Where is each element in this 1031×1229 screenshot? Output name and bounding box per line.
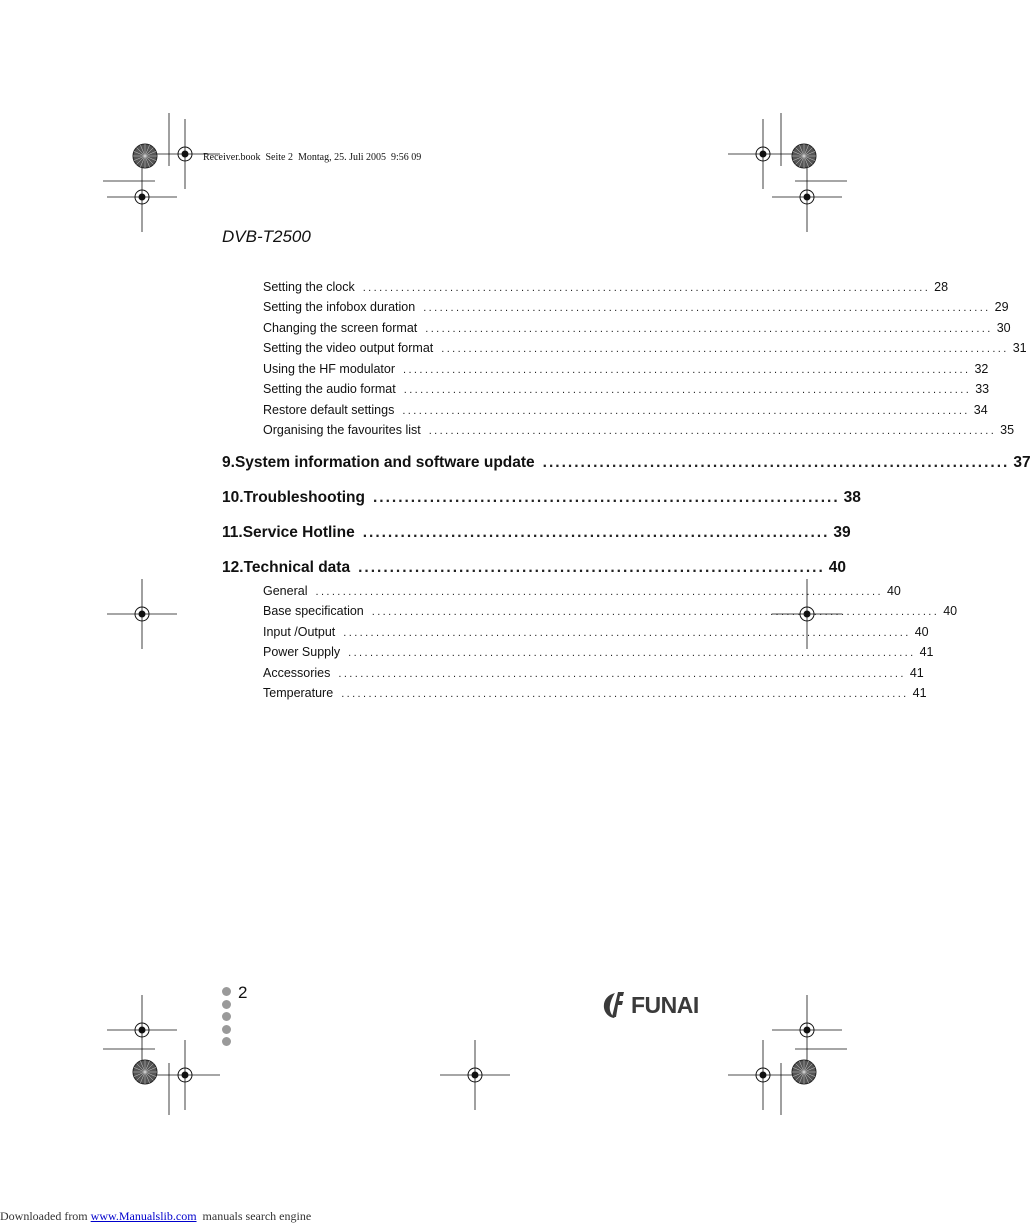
toc-chapter-number: 10. bbox=[222, 489, 244, 506]
model-heading: DVB-T2500 bbox=[222, 227, 311, 246]
toc-entry[interactable] bbox=[263, 625, 929, 645]
toc-entry-page: 30 bbox=[996, 321, 1011, 335]
download-footer bbox=[0, 1209, 311, 1224]
toc-entry[interactable] bbox=[263, 604, 958, 624]
toc-entry-title: General bbox=[263, 584, 308, 598]
toc-leader-dots: ........................................................................................................ bbox=[338, 668, 906, 680]
toc-chapter-number: 11. bbox=[222, 524, 243, 541]
toc-leader-dots: .......................................................................... bbox=[542, 454, 1010, 471]
toc-entry[interactable] bbox=[263, 403, 988, 423]
toc-entry-title: Organising the favourites list bbox=[263, 423, 421, 437]
logo-text: FUNAI bbox=[631, 991, 699, 1018]
page-bullet-column bbox=[222, 987, 231, 1050]
toc-leader-dots: ........................................................................................................ bbox=[402, 405, 970, 417]
toc-entry[interactable] bbox=[263, 341, 1027, 361]
print-slug-line: Receiver.book Seite 2 Montag, 25. Juli 2005 9:56 09 bbox=[203, 152, 422, 163]
toc-chapter-page: 40 bbox=[828, 559, 847, 576]
footer-suffix: manuals search engine bbox=[196, 1209, 312, 1223]
toc-entry-title: Setting the audio format bbox=[263, 382, 396, 396]
toc-entry-title: Setting the video output format bbox=[263, 341, 434, 355]
toc-entry-page: 31 bbox=[1012, 341, 1027, 355]
toc-entry-page: 41 bbox=[909, 666, 924, 680]
toc-leader-dots: ........................................................................................................ bbox=[428, 425, 997, 437]
toc-chapter-page: 37 bbox=[1013, 454, 1031, 471]
funai-logo bbox=[601, 990, 699, 1020]
toc-entry-page: 40 bbox=[914, 625, 929, 639]
toc-entry[interactable] bbox=[263, 362, 989, 382]
toc-chapter[interactable] bbox=[222, 559, 847, 583]
toc-entry-title: Accessories bbox=[263, 666, 331, 680]
toc-leader-dots: ........................................................................................................ bbox=[343, 627, 911, 639]
toc-entry-page: 34 bbox=[973, 403, 988, 417]
toc-chapter-page: 38 bbox=[843, 489, 861, 506]
toc-leader-dots: ........................................................................................................ bbox=[371, 606, 940, 618]
toc-entry-page: 40 bbox=[886, 584, 901, 598]
funai-logo-icon bbox=[601, 990, 629, 1020]
toc-entry-title: Setting the infobox duration bbox=[263, 300, 416, 314]
toc-chapter-page: 39 bbox=[833, 524, 851, 541]
toc-entry-title: Changing the screen format bbox=[263, 321, 418, 335]
toc-entry[interactable] bbox=[263, 686, 927, 706]
footer-prefix: Downloaded from bbox=[0, 1209, 91, 1223]
toc-entry-title: Input /Output bbox=[263, 625, 336, 639]
toc-chapter-title: Technical data bbox=[243, 559, 351, 576]
toc-entry[interactable] bbox=[263, 584, 901, 604]
toc-entry[interactable] bbox=[263, 666, 924, 686]
bullet-dot bbox=[222, 987, 231, 996]
toc-entry-page: 40 bbox=[943, 604, 958, 618]
toc-entry-page: 33 bbox=[975, 382, 990, 396]
toc-leader-dots: .......................................................................... bbox=[372, 489, 840, 506]
toc-leader-dots: .......................................................................... bbox=[362, 524, 830, 541]
toc-leader-dots: ........................................................................................................ bbox=[423, 302, 991, 314]
toc-chapter[interactable] bbox=[222, 524, 851, 548]
page-number: 2 bbox=[238, 983, 248, 1002]
toc-entry-title: Base specification bbox=[263, 604, 364, 618]
bullet-dot bbox=[222, 1012, 231, 1021]
toc-entry[interactable] bbox=[263, 280, 949, 300]
toc-entry-title: Setting the clock bbox=[263, 280, 355, 294]
toc-entry[interactable] bbox=[263, 423, 1015, 443]
toc-leader-dots: ........................................................................................................ bbox=[362, 282, 931, 294]
toc-entry[interactable] bbox=[263, 321, 1011, 341]
toc-entry-title: Power Supply bbox=[263, 645, 341, 659]
toc-entry-title: Temperature bbox=[263, 686, 334, 700]
toc-entry-page: 32 bbox=[974, 362, 989, 376]
toc-chapter-title: Service Hotline bbox=[242, 524, 355, 541]
toc-leader-dots: ........................................................................................................ bbox=[403, 384, 972, 396]
toc-entry-title: Restore default settings bbox=[263, 403, 395, 417]
toc-leader-dots: ........................................................................................................ bbox=[403, 364, 971, 376]
toc-leader-dots: ........................................................................................................ bbox=[315, 586, 883, 598]
toc-chapter-number: 12. bbox=[222, 559, 244, 576]
toc-chapter[interactable] bbox=[222, 454, 1031, 478]
toc-entry-page: 41 bbox=[912, 686, 927, 700]
manualslib-link[interactable]: www.Manualslib.com bbox=[90, 1209, 197, 1223]
toc-entry-page: 41 bbox=[919, 645, 934, 659]
bullet-dot bbox=[222, 1037, 231, 1046]
toc-entry-page: 28 bbox=[934, 280, 949, 294]
toc-leader-dots: ........................................................................................................ bbox=[425, 323, 993, 335]
toc-leader-dots: ........................................................................................................ bbox=[441, 343, 1009, 355]
toc-chapter[interactable] bbox=[222, 489, 861, 513]
toc-chapter-title: Troubleshooting bbox=[243, 489, 365, 506]
bullet-dot bbox=[222, 1025, 231, 1034]
toc-entry[interactable] bbox=[263, 382, 990, 402]
toc-chapter-title: System information and software update bbox=[234, 454, 535, 471]
toc-entry[interactable] bbox=[263, 645, 934, 665]
bullet-dot bbox=[222, 1000, 231, 1009]
toc-chapter-number: 9. bbox=[222, 454, 235, 471]
toc-entry[interactable] bbox=[263, 300, 1009, 320]
toc-entry-page: 35 bbox=[1000, 423, 1015, 437]
toc-entry-page: 29 bbox=[994, 300, 1009, 314]
toc-entry-title: Using the HF modulator bbox=[263, 362, 396, 376]
toc-leader-dots: .......................................................................... bbox=[358, 559, 825, 576]
toc-leader-dots: ........................................................................................................ bbox=[341, 688, 909, 700]
toc-leader-dots: ........................................................................................................ bbox=[348, 647, 916, 659]
